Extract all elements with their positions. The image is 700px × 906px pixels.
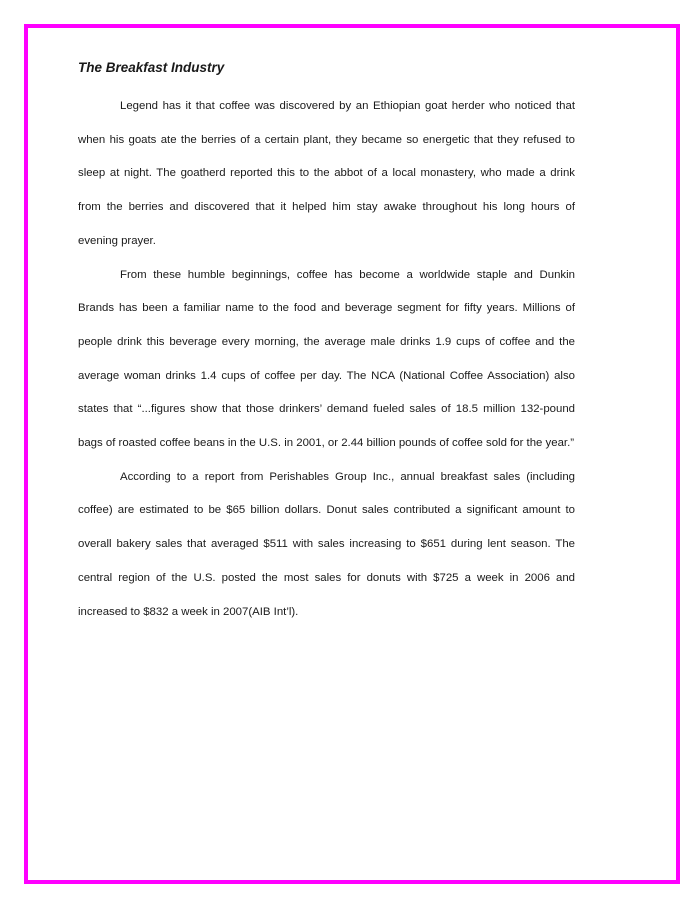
paragraph-coffee-legend: Legend has it that coffee was discovered by an Ethiopian goat herder who noticed that when his goats ate the berries of a certain plant, they became so energetic that they refused to sleep at night. The goatherd reported this to the abbot of a local monastery, who made a drink from the berries and discovered that it helped him stay awake throughout his long hours of evening prayer. (78, 100, 575, 247)
paragraph-coffee-consumption: From these humble beginnings, coffee has become a worldwide staple and Dunkin Brands has been a familiar name to the food and beverage segment for fifty years. Millions of people drink this beverage every morning, the average male drinks 1.9 cups of coffee and the average woman drinks 1.4 cups of coffee per day. The NCA (National Coffee Association) also states that “...figures show that those drinkers’ demand fueled sales of 18.5 million 132-pound bags of roasted coffee beans in the U.S. in 2001, or 2.44 billion pounds of coffee sold for the year.” (78, 268, 575, 450)
document-title: The Breakfast Industry (78, 60, 225, 75)
document-body (78, 57, 575, 629)
paragraph-breakfast-sales: According to a report from Perishables Group Inc., annual breakfast sales (including coffee) are estimated to be $65 billion dollars. Donut sales contributed a significant amount to overall bakery sales that averaged $511 with sales increasing to $651 during lent season. The central region of the U.S. posted the most sales for donuts with $725 a week in 2006 and increased to $832 a week in 2007(AIB Int’l). (78, 470, 575, 618)
